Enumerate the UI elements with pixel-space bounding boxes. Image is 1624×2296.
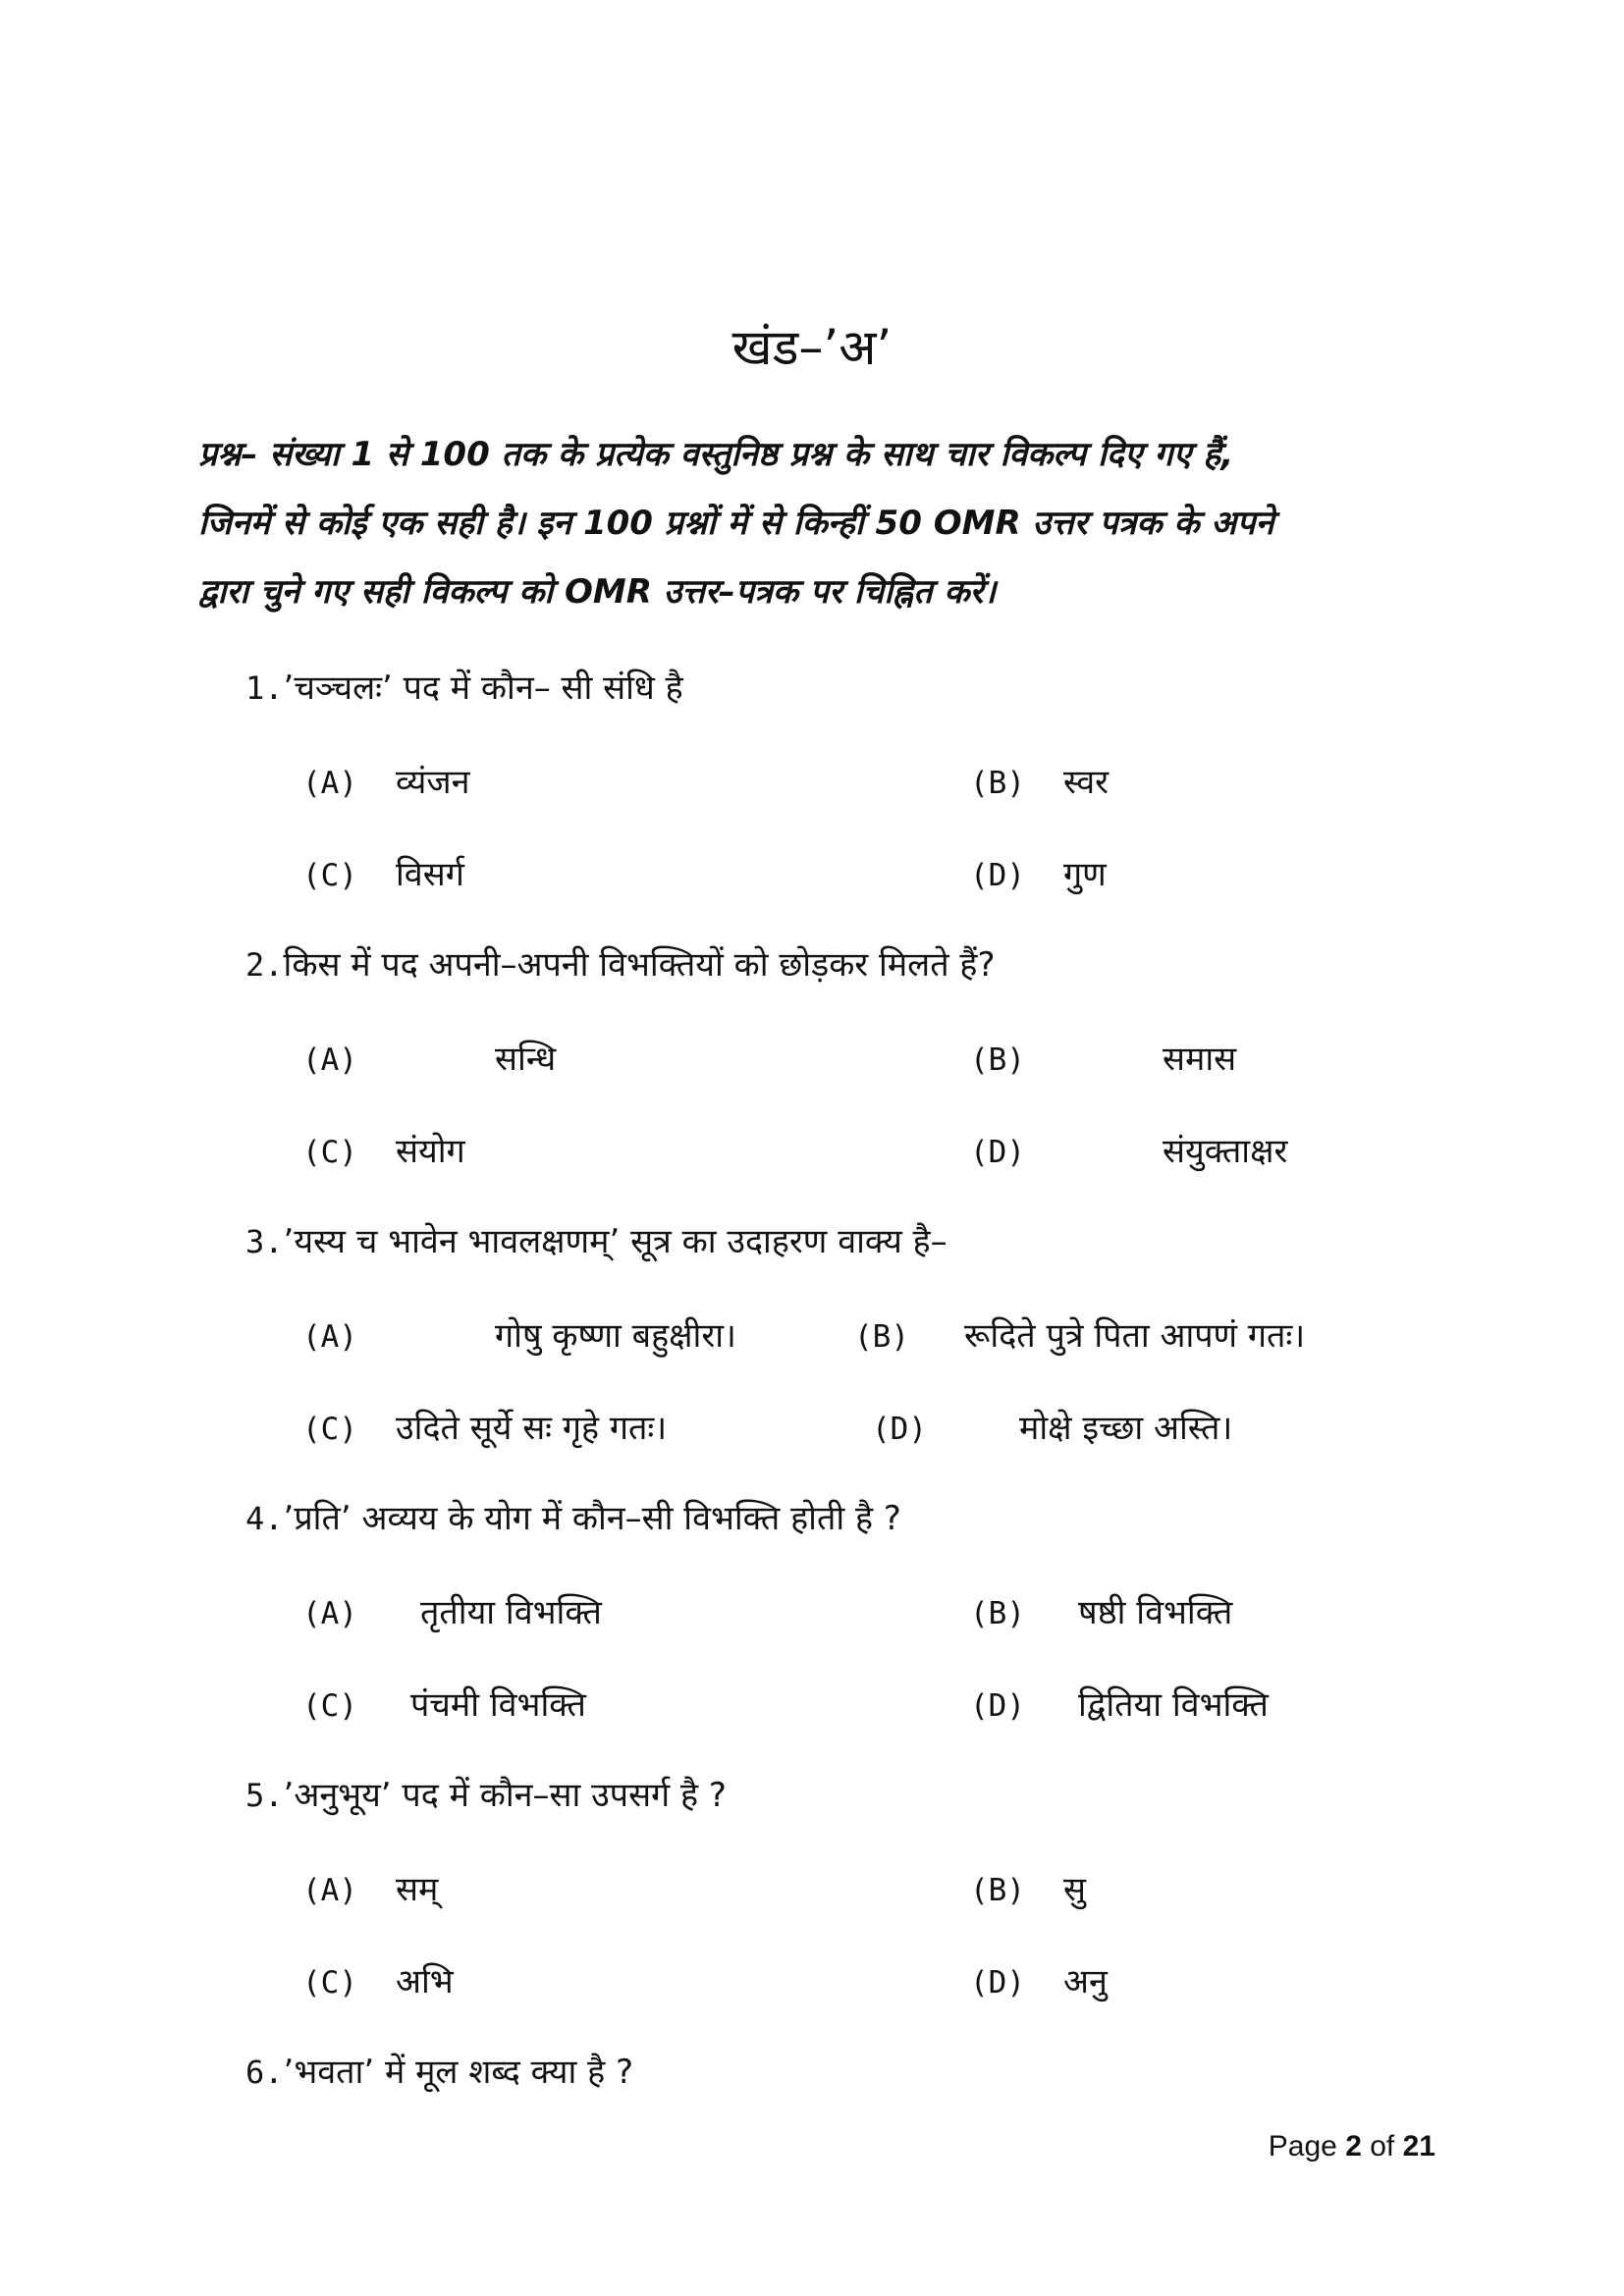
option-label: (A) — [302, 1042, 357, 1078]
option-5b — [970, 1865, 1086, 1910]
option-4d — [970, 1681, 1269, 1726]
option-1b — [970, 758, 1109, 803]
option-text: विसर्ग — [396, 855, 464, 894]
section-title: खंड–’अ’ — [731, 319, 893, 376]
option-label: (A) — [302, 766, 357, 801]
option-5c — [302, 1957, 454, 2002]
question-5 — [245, 1771, 727, 1816]
option-text: व्यंजन — [396, 763, 470, 802]
option-text: अभि — [396, 1962, 454, 2002]
option-5d — [970, 1957, 1108, 2002]
option-label: (D) — [970, 858, 1025, 893]
option-text: स्वर — [1063, 763, 1110, 802]
option-4b — [970, 1588, 1232, 1633]
instruction-line-2: जिनमें से कोई एक सही है। इन 100 प्रश्नों में से किन्हीं 50 OMR उत्तर पत्रक के अपने — [198, 504, 1274, 543]
option-label: (C) — [302, 1965, 357, 2001]
question-number: 1. — [245, 669, 284, 707]
option-text: समास — [1163, 1040, 1237, 1079]
option-label: (D) — [970, 1688, 1025, 1724]
option-label: (A) — [302, 1596, 357, 1631]
option-3d — [872, 1404, 1232, 1449]
question-text: ’प्रति’ अव्यय के योग में कौन–सी विभक्ति होती है ? — [283, 1499, 901, 1538]
option-text: तृतीया विभक्ति — [420, 1593, 602, 1632]
option-text: सु — [1063, 1870, 1086, 1909]
option-label: (C) — [302, 858, 357, 893]
option-1d — [970, 850, 1107, 895]
question-text: ’भवता’ में मूल शब्द क्या है ? — [283, 2053, 634, 2092]
question-1 — [245, 664, 683, 709]
option-text: षष्ठी विभक्ति — [1078, 1593, 1233, 1632]
option-2c — [302, 1127, 465, 1172]
option-text: गोषु कृष्णा बहुक्षीरा। — [495, 1316, 736, 1356]
option-text: सम् — [396, 1870, 439, 1909]
question-number: 6. — [245, 2054, 284, 2091]
option-2b — [970, 1035, 1236, 1080]
option-3b — [854, 1311, 1305, 1357]
option-label: (B) — [970, 1042, 1025, 1078]
option-1a — [302, 758, 469, 803]
option-text: मोक्षे इच्छा अस्ति। — [1019, 1409, 1233, 1448]
option-text: सन्धि — [495, 1040, 557, 1079]
option-text: संयोग — [396, 1132, 465, 1171]
page-current: 2 — [1345, 2130, 1362, 2163]
question-text: ’यस्य च भावेन भावलक्षणम्’ सूत्र का उदाहरण वाक्य है– — [283, 1222, 947, 1261]
instructions — [198, 420, 1435, 626]
page-footer — [1269, 2130, 1435, 2163]
question-number: 4. — [245, 1500, 284, 1537]
option-1c — [302, 850, 464, 895]
question-text: ’अनुभूय’ पद में कौन–सा उपसर्ग है ? — [283, 1776, 727, 1815]
option-label: (D) — [872, 1412, 927, 1447]
option-label: (B) — [970, 766, 1025, 801]
question-text: ’चञ्चलः’ पद में कौन– सी संधि है — [283, 668, 683, 708]
option-label: (A) — [302, 1319, 357, 1355]
option-5a — [302, 1865, 438, 1910]
option-4a — [302, 1588, 602, 1633]
page-of: of — [1370, 2130, 1395, 2163]
option-label: (D) — [970, 1965, 1025, 2001]
option-2d — [970, 1127, 1287, 1172]
option-label: (B) — [970, 1873, 1025, 1908]
option-label: (C) — [302, 1412, 357, 1447]
question-4 — [245, 1494, 901, 1539]
question-number: 2. — [245, 946, 284, 984]
question-number: 5. — [245, 1777, 284, 1814]
option-text: संयुक्ताक्षर — [1163, 1132, 1288, 1171]
question-2 — [245, 940, 996, 986]
option-3a — [302, 1311, 736, 1357]
option-text: उदिते सूर्ये सः गृहे गतः। — [396, 1409, 668, 1448]
question-6 — [245, 2048, 633, 2093]
question-3 — [245, 1217, 947, 1262]
option-label: (C) — [302, 1688, 357, 1724]
option-label: (B) — [854, 1319, 909, 1355]
instruction-line-1: प्रश्न– संख्या 1 से 100 तक के प्रत्येक वस्तुनिष्ठ प्रश्न के साथ चार विकल्प दिए गए हैं, — [198, 435, 1234, 474]
instruction-line-3: द्वारा चुने गए सही विकल्प को OMR उत्तर–पत्रक पर चिह्नित करें। — [198, 572, 997, 612]
option-2a — [302, 1035, 556, 1080]
option-4c — [302, 1681, 586, 1726]
option-text: रूदिते पुत्रे पिता आपणं गतः। — [964, 1316, 1306, 1356]
option-text: गुण — [1063, 855, 1107, 894]
option-label: (A) — [302, 1873, 357, 1908]
option-text: अनु — [1063, 1962, 1108, 2002]
option-label: (B) — [970, 1596, 1025, 1631]
option-label: (C) — [302, 1135, 357, 1170]
question-number: 3. — [245, 1223, 284, 1260]
page-prefix: Page — [1268, 2130, 1337, 2163]
question-text: किस में पद अपनी–अपनी विभक्तियों को छोड़कर मिलते हैं? — [283, 945, 996, 985]
option-text: द्वितिया विभक्ति — [1078, 1685, 1269, 1725]
page-total: 21 — [1402, 2130, 1435, 2163]
option-label: (D) — [970, 1135, 1025, 1170]
option-text: पंचमी विभक्ति — [410, 1685, 586, 1725]
option-3c — [302, 1404, 667, 1449]
